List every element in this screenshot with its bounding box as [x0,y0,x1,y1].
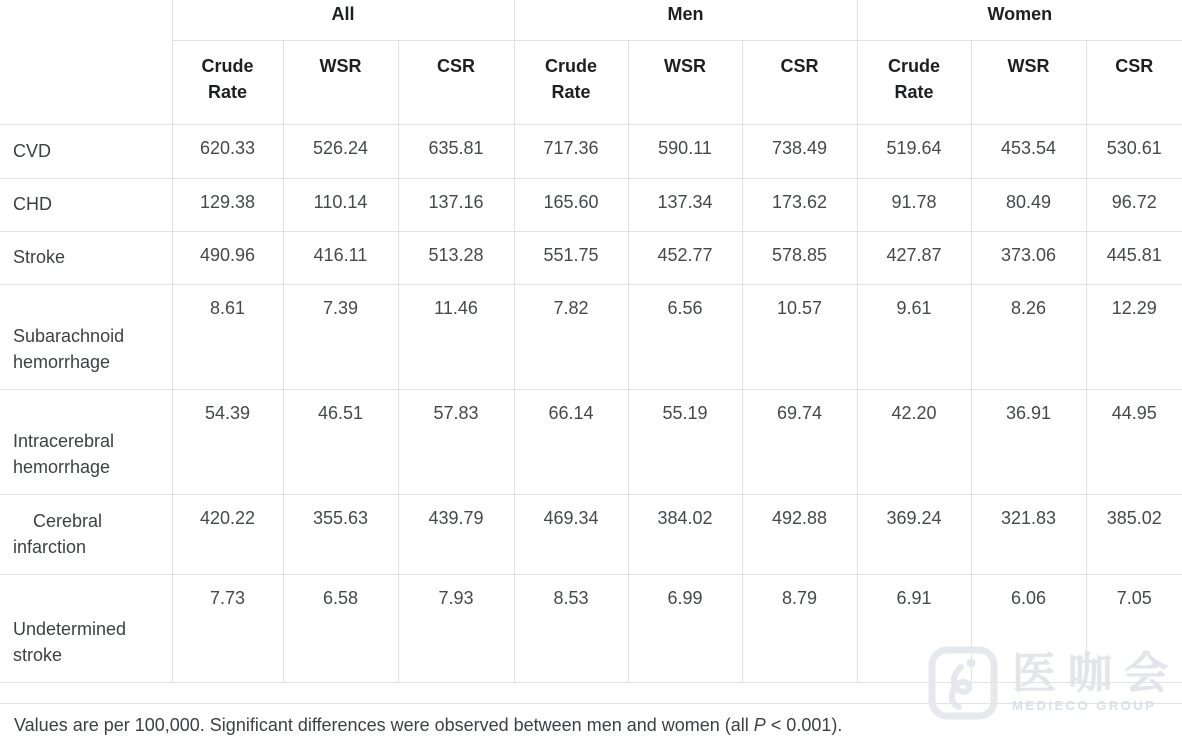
column-group-all: All [172,0,514,40]
table-cell: 7.39 [283,284,398,389]
table-cell: 8.53 [514,574,628,682]
table-row [0,231,1182,284]
table-cell: 137.16 [398,178,514,231]
table-cell: 44.95 [1086,389,1182,494]
column-subheader-row [0,40,1182,124]
table-cell: 42.20 [857,389,971,494]
table-cell: 717.36 [514,124,628,178]
row-label: CHD [0,178,172,231]
table-row [0,574,1182,682]
column-group-header-row [0,0,1182,40]
table-cell: 420.22 [172,494,283,574]
table-cell: 453.54 [971,124,1086,178]
subheader-crude-rate: Crude Rate [857,40,971,124]
table-cell: 173.62 [742,178,857,231]
table-cell: 7.82 [514,284,628,389]
table-cell: 12.29 [1086,284,1182,389]
watermark-cn-text: 医咖会 [1012,649,1180,698]
row-label: CVD [0,124,172,178]
table-cell: 129.38 [172,178,283,231]
row-label: Subarachnoid hemorrhage [0,284,172,389]
footnote-text [0,703,1182,738]
subheader-crude-rate: Crude Rate [172,40,283,124]
table-cell: 445.81 [1086,231,1182,284]
table-cell: 8.79 [742,574,857,682]
watermark-en-text: MEDIECO GROUP [1012,698,1157,713]
table-cell: 6.91 [857,574,971,682]
table-row [0,494,1182,574]
table-cell: 738.49 [742,124,857,178]
table-cell: 385.02 [1086,494,1182,574]
table-cell: 551.75 [514,231,628,284]
table-cell: 513.28 [398,231,514,284]
table-cell: 578.85 [742,231,857,284]
table-cell: 373.06 [971,231,1086,284]
table-cell: 519.64 [857,124,971,178]
subheader-wsr: WSR [283,40,398,124]
column-group-women: Women [857,0,1182,40]
table-cell: 9.61 [857,284,971,389]
table-cell: 384.02 [628,494,742,574]
table-cell: 369.24 [857,494,971,574]
table-cell: 96.72 [1086,178,1182,231]
table-cell: 6.99 [628,574,742,682]
table-cell: 530.61 [1086,124,1182,178]
footnote-after: < 0.001). [765,714,843,735]
table-cell: 7.73 [172,574,283,682]
table-cell: 69.74 [742,389,857,494]
table-cell: 10.57 [742,284,857,389]
subheader-crude-rate: Crude Rate [514,40,628,124]
table-cell: 7.05 [1086,574,1182,682]
table-cell: 8.61 [172,284,283,389]
table-cell: 452.77 [628,231,742,284]
table-cell: 590.11 [628,124,742,178]
table-cell: 620.33 [172,124,283,178]
row-label: Stroke [0,231,172,284]
footnote-p-symbol: P [753,714,766,735]
row-label: Undetermined stroke [0,574,172,682]
table-cell: 635.81 [398,124,514,178]
table-cell: 355.63 [283,494,398,574]
table-cell: 7.93 [398,574,514,682]
table-cell: 91.78 [857,178,971,231]
subheader-csr: CSR [742,40,857,124]
table-cell: 427.87 [857,231,971,284]
table-cell: 66.14 [514,389,628,494]
column-group-men: Men [514,0,857,40]
table-row [0,124,1182,178]
table-cell: 11.46 [398,284,514,389]
table-cell: 469.34 [514,494,628,574]
table-cell: 6.56 [628,284,742,389]
table-row [0,389,1182,494]
table-cell: 46.51 [283,389,398,494]
table-cell: 137.34 [628,178,742,231]
table-cell: 6.58 [283,574,398,682]
table-cell: 55.19 [628,389,742,494]
table-cell: 416.11 [283,231,398,284]
table-row [0,284,1182,389]
table-cell: 110.14 [283,178,398,231]
table-cell: 8.26 [971,284,1086,389]
table-cell: 439.79 [398,494,514,574]
footnote-before: Values are per 100,000. Significant differences were observed between men and women (all [14,714,754,735]
table-cell: 80.49 [971,178,1086,231]
row-label: Intracerebral hemorrhage [0,389,172,494]
subheader-wsr: WSR [628,40,742,124]
table-corner-cell [0,0,172,124]
subheader-csr: CSR [398,40,514,124]
table-cell: 165.60 [514,178,628,231]
table-cell: 490.96 [172,231,283,284]
table-cell: 492.88 [742,494,857,574]
subheader-csr: CSR [1086,40,1182,124]
table-cell: 36.91 [971,389,1086,494]
table-row [0,178,1182,231]
table-cell: 57.83 [398,389,514,494]
subheader-wsr: WSR [971,40,1086,124]
table-cell: 321.83 [971,494,1086,574]
table-cell: 6.06 [971,574,1086,682]
table-cell: 526.24 [283,124,398,178]
table-cell: 54.39 [172,389,283,494]
row-label: Cerebral infarction [0,494,172,574]
